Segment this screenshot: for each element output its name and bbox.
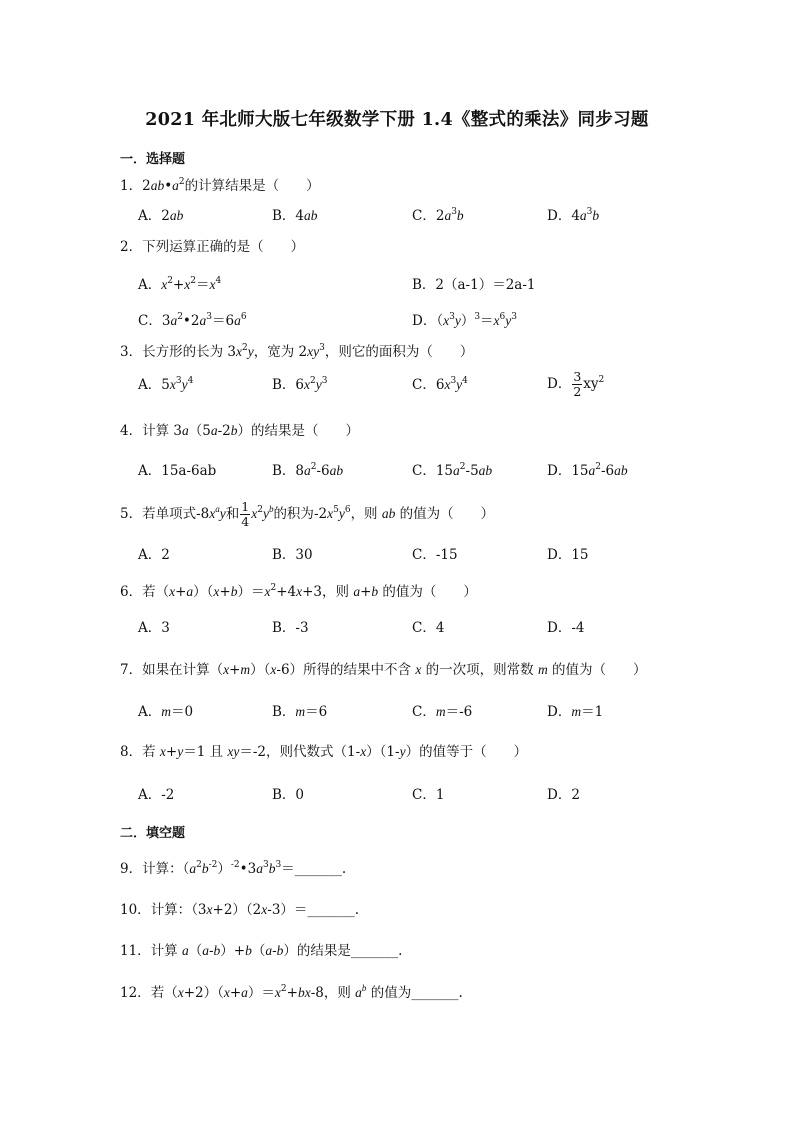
- q1-option-c[interactable]: C．$2a^3b$: [412, 207, 464, 224]
- answer-blank[interactable]: _______.: [294, 861, 347, 877]
- question-12: 12．若$(x+2)(x+a)=x^2+bx-8$，则 $a^b$ 的值为_______.: [120, 983, 463, 1001]
- question-2: 2．下列运算正确的是（ ）: [120, 239, 305, 255]
- q4-option-d[interactable]: D．$15a^2-6ab$: [547, 462, 628, 479]
- q7-option-d[interactable]: D．m＝1: [547, 704, 604, 720]
- q8-option-b[interactable]: B．0: [272, 787, 305, 803]
- q4-option-a[interactable]: A．15a-6ab: [138, 463, 217, 479]
- q2-option-c[interactable]: C．$3a^2•2a^3=6a^6$: [138, 312, 247, 329]
- question-5: 5．若单项式$-8x^ay$和 $\frac{1}{4}$ $x^2y^b$的积为$-2x^5y^6$，则 ab 的值为（ ）: [120, 499, 495, 529]
- question-9: 9．计算：$(a^2b^{-2})^{-2}•3a^3b^3=\_\_\_\_\_\_\_$.: [120, 860, 347, 877]
- fraction: $\frac{1}{4}$: [241, 499, 250, 529]
- q3-option-d[interactable]: D． $\frac{3}{2}$ $xy^2$: [547, 369, 605, 399]
- q2-option-b[interactable]: B．2（a-1）＝2a-1: [412, 277, 536, 293]
- q6-option-b[interactable]: B．-3: [272, 620, 309, 636]
- q8-option-d[interactable]: D．2: [547, 787, 580, 803]
- page-title: 2021 年北师大版七年级数学下册 1.4《整式的乘法》同步习题: [145, 110, 649, 130]
- answer-blank[interactable]: _______.: [411, 985, 463, 1001]
- question-11: 11．计算 a（a-b）+b（a-b）的结果是_______.: [120, 943, 403, 959]
- q1-option-a[interactable]: A．2ab: [138, 208, 184, 224]
- q4-option-b[interactable]: B．$8a^2-6ab$: [272, 462, 344, 479]
- q6-option-d[interactable]: D．-4: [547, 620, 585, 636]
- q5-option-d[interactable]: D．15: [547, 547, 589, 563]
- answer-blank[interactable]: _______.: [350, 943, 403, 959]
- question-7: 7．如果在计算（x+m）（x-6）所得的结果中不含 x 的一次项，则常数 m 的值为（ ）: [120, 662, 647, 678]
- q1-option-b[interactable]: B．4ab: [272, 208, 318, 224]
- question-4: 4．计算 3a（5a-2b）的结果是（ ）: [120, 423, 359, 439]
- question-8: 8．若 x+y＝1 且 xy＝-2，则代数式（1-x）（1-y）的值等于（ ）: [120, 744, 528, 760]
- q8-option-c[interactable]: C．1: [412, 787, 445, 803]
- q3-option-a[interactable]: A．$5x^3y^4$: [138, 376, 194, 393]
- question-3: 3．长方形的长为 $3x^2y$，宽为 $2xy^3$，则它的面积为（ ）: [120, 343, 474, 360]
- section-choice: 一．选择题: [120, 152, 186, 167]
- fraction: $\frac{3}{2}$: [573, 369, 582, 399]
- question-6: 6．若$(x+a)(x+b)=x^2+4x+3$，则 a+b 的值为（ ）: [120, 583, 477, 600]
- q7-option-c[interactable]: C．m＝-6: [412, 704, 473, 720]
- q8-option-a[interactable]: A．-2: [138, 787, 175, 803]
- q5-option-b[interactable]: B．30: [272, 547, 313, 563]
- q7-option-a[interactable]: A．m＝0: [138, 704, 194, 720]
- q5-option-a[interactable]: A．2: [138, 547, 170, 563]
- section-fill: 二．填空题: [120, 826, 186, 841]
- q2-option-d[interactable]: D．$(x^3y)^3=x^6y^3$: [412, 312, 518, 329]
- answer-blank[interactable]: _______.: [307, 902, 359, 918]
- question-1: 1．$2ab•a^2$的计算结果是（ ）: [120, 177, 320, 194]
- q7-option-b[interactable]: B．m＝6: [272, 704, 328, 720]
- q6-option-a[interactable]: A．3: [138, 620, 170, 636]
- q3-option-b[interactable]: B．$6x^2y^3$: [272, 376, 328, 393]
- q5-option-c[interactable]: C．-15: [412, 547, 458, 563]
- q6-option-c[interactable]: C．4: [412, 620, 445, 636]
- q4-option-c[interactable]: C．$15a^2-5ab$: [412, 462, 493, 479]
- q3-option-c[interactable]: C．$6x^3y^4$: [412, 376, 468, 393]
- q2-option-a[interactable]: A．$x^2+x^2=x^4$: [138, 276, 222, 293]
- question-10: 10．计算：（3x+2）（2x-3）＝_______.: [120, 902, 359, 918]
- q1-option-d[interactable]: D．$4a^3b$: [547, 207, 600, 224]
